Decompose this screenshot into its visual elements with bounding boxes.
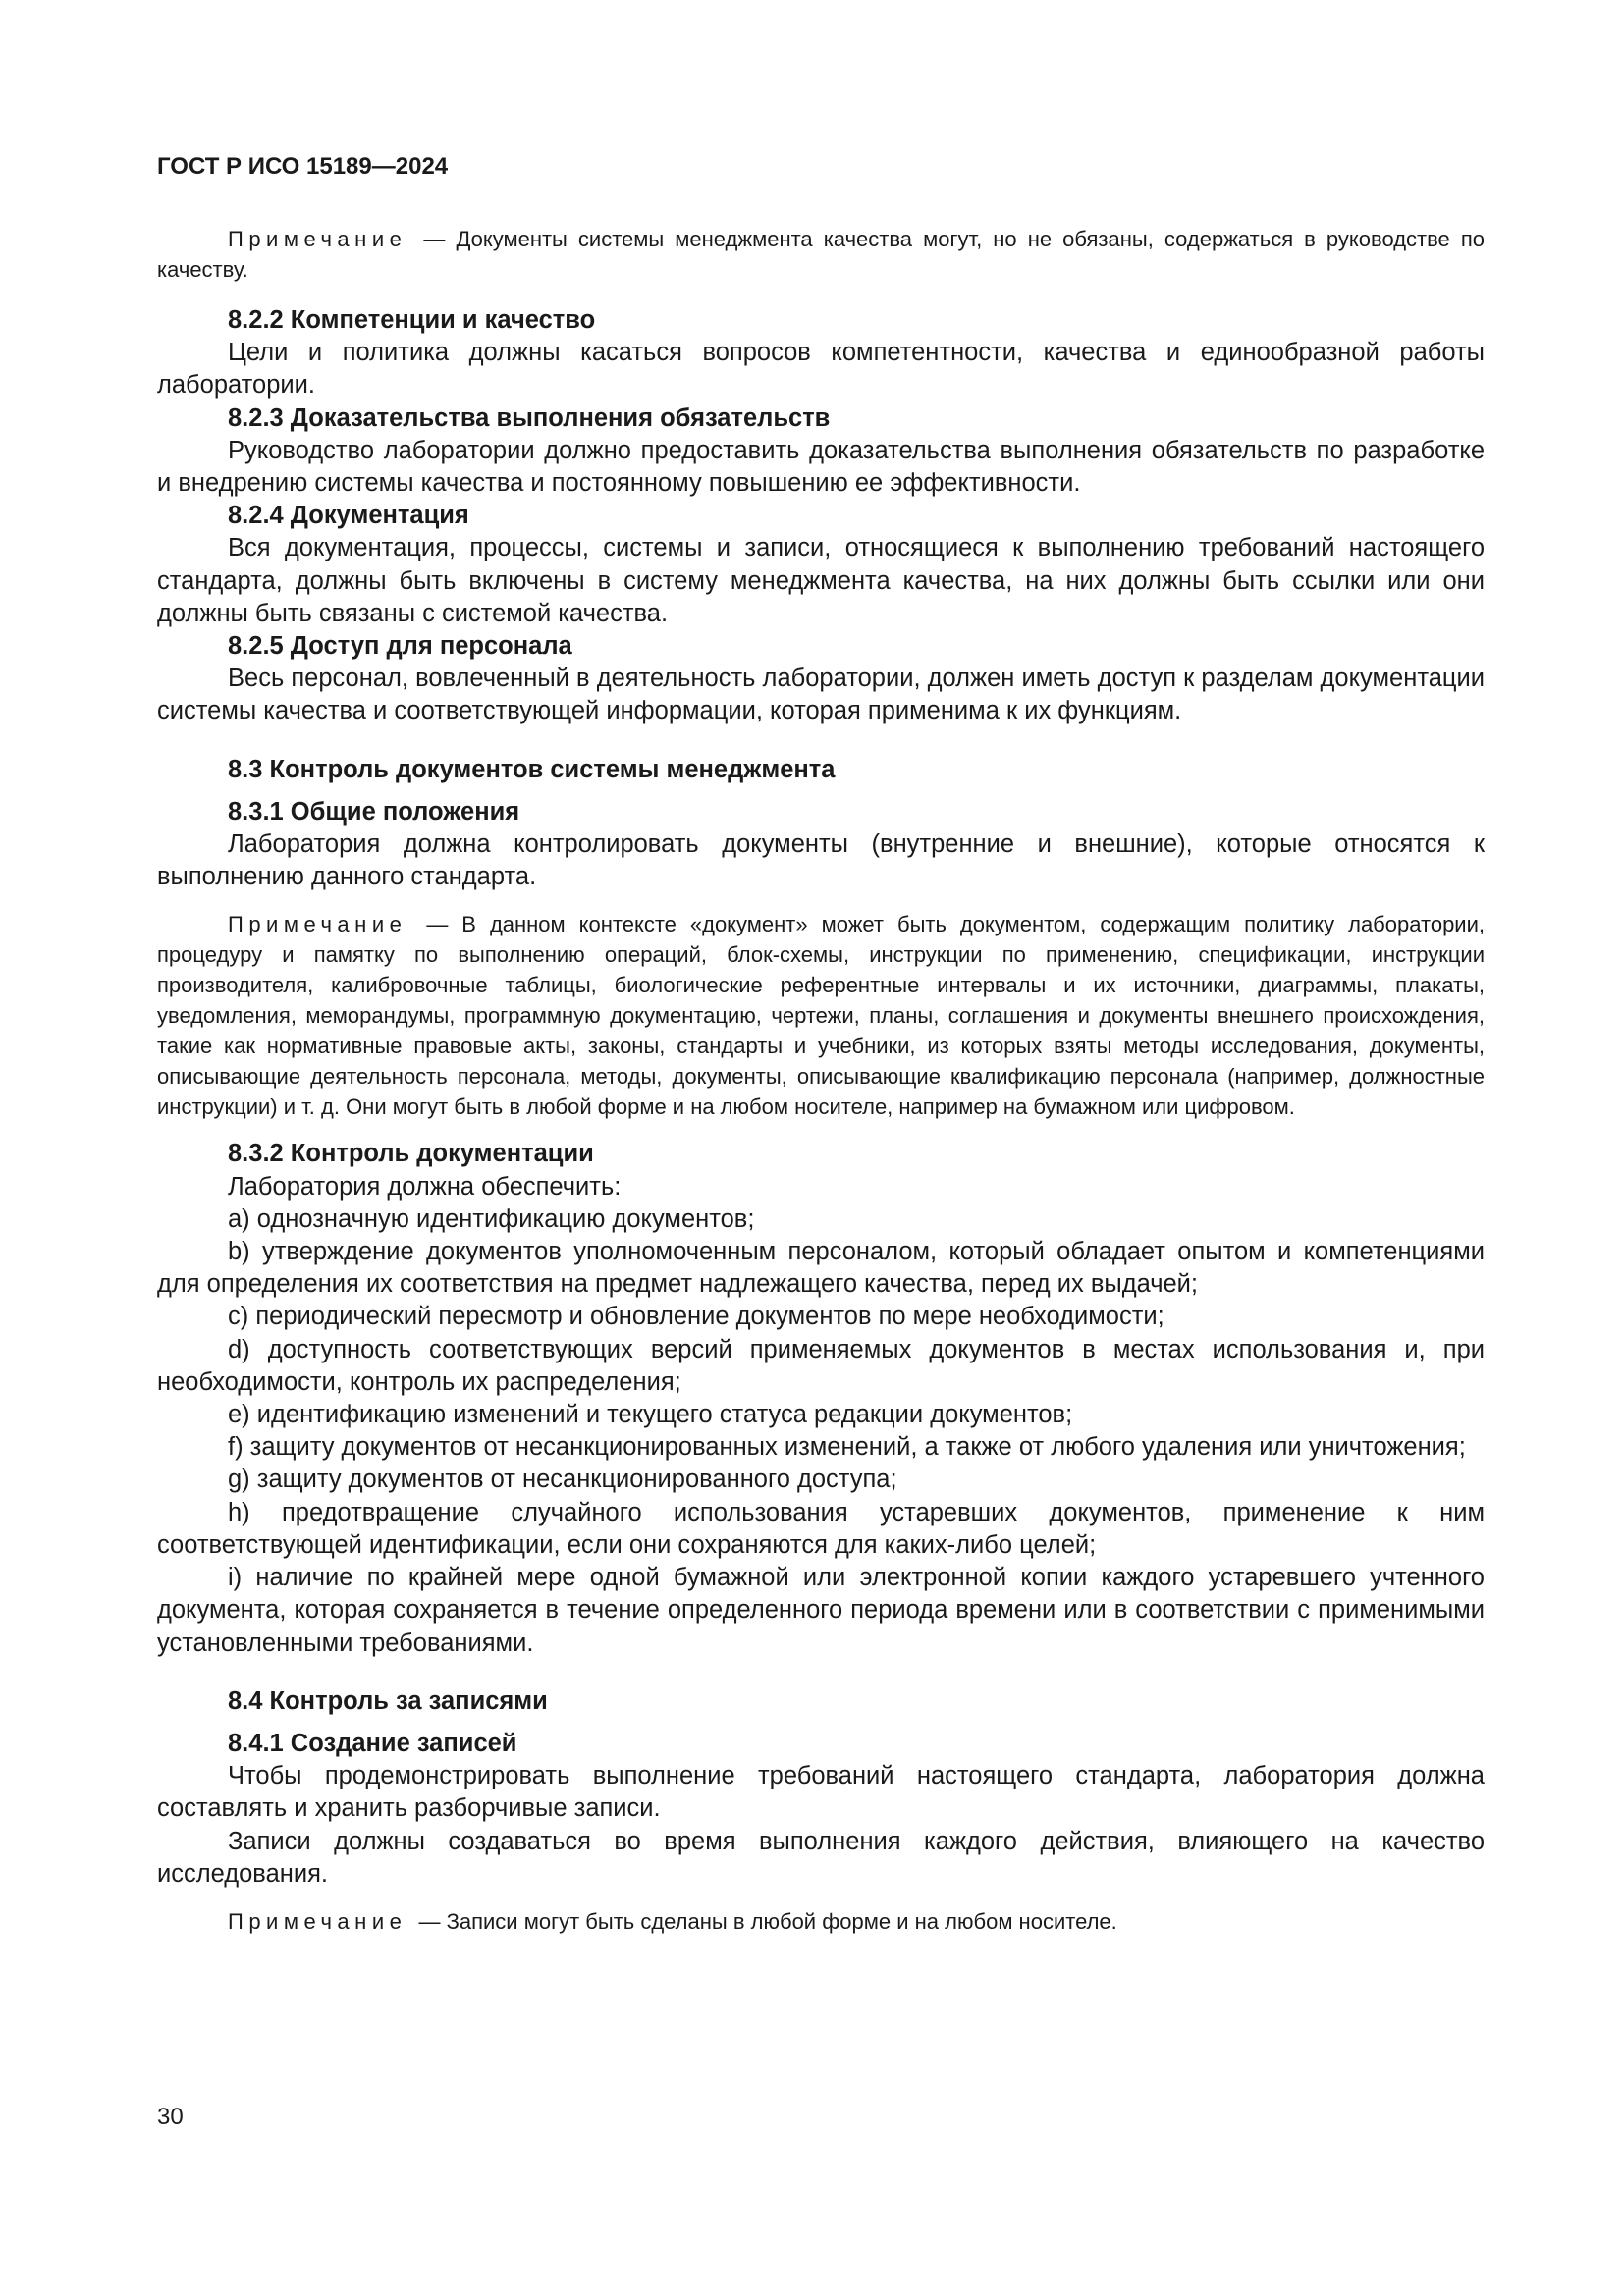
note-3 xyxy=(157,1906,1485,1937)
heading-8-4: 8.4 Контроль за записями xyxy=(228,1686,548,1715)
list-item-a: a) однозначную идентификацию документов; xyxy=(228,1204,755,1233)
list-item-g: g) защиту документов от несанкционированного доступа; xyxy=(228,1466,897,1494)
paragraph-8-3-1: Лаборатория должна контролировать документы (внутренние и внешние), которые относятся к выполнению данного стандарта. xyxy=(157,830,1485,891)
document-page xyxy=(157,0,1485,2296)
note-text: — В данном контексте «документ» может быть документом, содержащим политику лаборатории, процедуру и памятку по выполнению операций, блок-схемы, инструкции по применению, спецификации, инструкции производителя, калибровочные таблицы, биологические референтные интервалы и их источники, диаграммы, плакаты, уведомления, меморандумы, программную документацию, чертежи, планы, соглашения и документы внешнего происхождения, такие как нормативные правовые акты, законы, стандарты и учебники, из которых взяты методы исследования, документы, описывающие деятельность персонала, методы, документы, описывающие квалификацию персонала (например, должностные инструкции) и т. д. Они могут быть в любой форме и на любом носителе, например на бумажном или цифровом. xyxy=(157,912,1485,1120)
paragraph-8-4-1-a: Чтобы продемонстрировать выполнение требований настоящего стандарта, лаборатория должна составлять и хранить разборчивые записи. xyxy=(157,1762,1485,1823)
note-2 xyxy=(157,909,1485,1122)
note-text: — Документы системы менеджмента качества могут, но не обязаны, содержаться в руководстве по качеству. xyxy=(157,227,1485,282)
note-label: Примечание xyxy=(228,912,407,937)
paragraph-8-4-1-b: Записи должны создаваться во время выполнения каждого действия, влияющего на качество исследования. xyxy=(157,1827,1485,1888)
heading-8-2-4: 8.2.4 Документация xyxy=(228,502,469,530)
paragraph-8-2-4: Вся документация, процессы, системы и записи, относящиеся к выполнению требований настоящего стандарта, должны быть включены в систему менеджмента качества, на них должны быть ссылки или они должны быть связаны с системой качества. xyxy=(157,534,1485,627)
document-code: ГОСТ Р ИСО 15189—2024 xyxy=(157,153,449,180)
heading-8-4-1: 8.4.1 Создание записей xyxy=(228,1729,517,1757)
page-number: 30 xyxy=(157,2104,184,2130)
heading-8-3-2: 8.3.2 Контроль документации xyxy=(228,1140,594,1168)
note-label: Примечание xyxy=(228,1908,407,1934)
list-item-e: e) идентификацию изменений и текущего статуса редакции документов; xyxy=(228,1401,1073,1429)
paragraph-8-2-3: Руководство лаборатории должно предоставить доказательства выполнения обязательств по разработке и внедрению системы качества и постоянному повышению ее эффективности. xyxy=(157,436,1485,498)
note-label: Примечание xyxy=(228,227,407,251)
heading-8-2-5: 8.2.5 Доступ для персонала xyxy=(228,632,572,661)
list-item-f: f) защиту документов от несанкционированных изменений, а также от любого удаления или уничтожения; xyxy=(228,1433,1466,1462)
heading-8-2-2: 8.2.2 Компетенции и качество xyxy=(228,306,596,334)
list-item-h: h) предотвращение случайного использования устаревших документов, применение к ним соответствующей идентификации, если они сохраняются для каких-либо целей; xyxy=(157,1498,1485,1559)
list-item-c: c) периодический пересмотр и обновление документов по мере необходимости; xyxy=(228,1303,1164,1331)
list-item-d: d) доступность соответствующих версий применяемых документов в местах использования и, при необходимости, контроль их распределения; xyxy=(157,1335,1485,1396)
note-text: — Записи могут быть сделаны в любой форме и на любом носителе. xyxy=(418,1908,1117,1934)
list-item-i: i) наличие по крайней мере одной бумажной или электронной копии каждого устаревшего учтенного документа, которая сохраняется в течение определенного периода времени или в соответствии с применимыми установленными требованиями. xyxy=(157,1564,1485,1657)
list-item-b: b) утверждение документов уполномоченным персоналом, который обладает опытом и компетенциями для определения их соответствия на предмет надлежащего качества, перед их выдачей; xyxy=(157,1238,1485,1299)
heading-8-3-1: 8.3.1 Общие положения xyxy=(228,797,520,826)
note-1 xyxy=(157,224,1485,285)
heading-8-3: 8.3 Контроль документов системы менеджмента xyxy=(228,755,836,783)
paragraph-8-2-5: Весь персонал, вовлеченный в деятельность лаборатории, должен иметь доступ к разделам документации системы качества и соответствующей информации, которая применима к их функциям. xyxy=(157,665,1485,725)
heading-8-2-3: 8.2.3 Доказательства выполнения обязательств xyxy=(228,403,831,432)
paragraph-8-2-2: Цели и политика должны касаться вопросов компетентности, качества и единообразной работы лаборатории. xyxy=(157,339,1485,400)
document-body xyxy=(157,224,1485,1952)
paragraph-8-3-2-intro: Лаборатория должна обеспечить: xyxy=(228,1172,622,1201)
